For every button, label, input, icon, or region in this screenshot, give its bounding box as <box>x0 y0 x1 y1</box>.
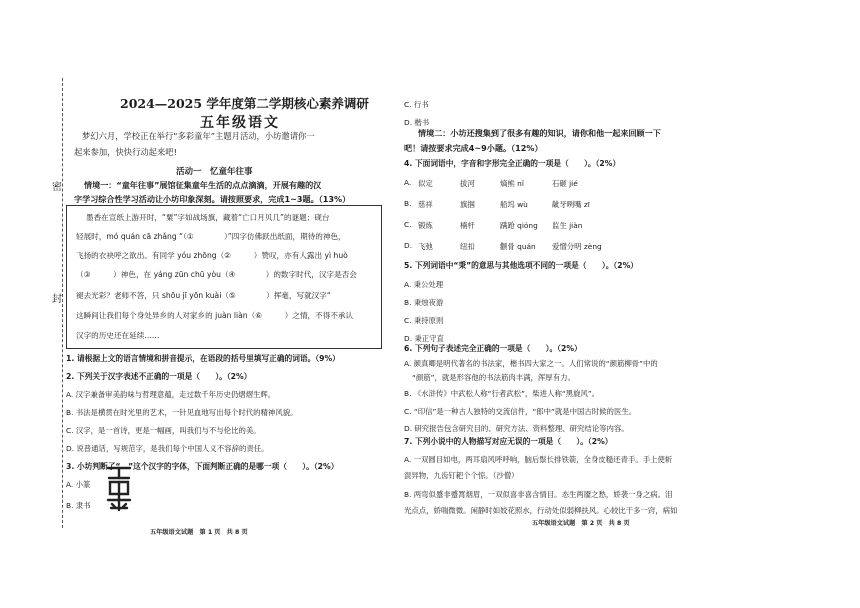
exam-title: 2024—2025 学年度第二学期核心素养调研 <box>120 96 369 111</box>
q4-option-b <box>404 199 590 209</box>
binding-line <box>62 78 63 528</box>
q6-option-a-line2: “颜筋”，就是形容他的书法筋肉丰满，浑厚有力。 <box>412 373 575 382</box>
intro-line-2: 起来参加，快快行动起来吧! <box>74 147 177 157</box>
q4a-word-2: 拔河 <box>460 179 475 188</box>
q4-option-d <box>404 241 602 251</box>
q4a-word-4: 石砸 jié <box>552 179 578 188</box>
q5-option-c: C. 秉持原则 <box>404 316 444 325</box>
q4a-word-1: 似定 <box>418 179 433 188</box>
question-1: 1. 请根据上文的语言情境和拼音提示，在语段的括号里填写正确的词语。（9%） <box>66 354 340 363</box>
scenario2-line-2: 吧！请按要求完成4~9小题。（12%） <box>404 143 543 153</box>
question-6: 6. 下列句子表述完全正确的一项是（ ）。（2%） <box>404 344 582 353</box>
passage-line-4: （③ ）神色，在 yáng zūn chū yòu（④ ）的数字时代，汉字是否会 <box>76 270 357 279</box>
q2-option-a: A. 汉字兼备审美韵味与哲理意蕴，走过数千年历史仍熠熠生辉。 <box>66 390 276 399</box>
question-5: 5. 下列词语中“秉”的意思与其他选项不同的一项是（ ）。（2%） <box>404 261 638 270</box>
scenario-line-2: 字学习综合性学习活动让小坊印象深刻。请按照要求，完成1~3题。（13%） <box>74 194 351 204</box>
q7-option-b-line1: B. 两弯似蹙非蹙罥烟眉，一双似喜非喜含情目。态生两靥之愁，娇袭一身之病。泪 <box>404 490 673 499</box>
q5-option-a: A. 秉公处理 <box>404 280 444 289</box>
passage-line-1: 墨香在宣纸上游开时，“粟”字如战场旗，藏着“亡口月贝几”的谜题；砚台 <box>86 213 330 222</box>
option-letter: A. <box>404 178 412 187</box>
intro-line-1: 梦幻六月，学校正在举行“多彩童年”主题月活动，小坊邀请你一 <box>82 131 315 141</box>
q4c-word-3: 蹒跄 qióng <box>500 221 538 230</box>
q4b-word-1: 慈祥 <box>418 200 433 209</box>
q4-option-c <box>404 220 583 230</box>
page-footer-right: 五年级语文试题 第 2 页 共 8 页 <box>532 520 630 527</box>
passage-line-2: 轻展时，mó quán cā zhǎng “（① ）”四字仿佛跃出纸面，期待的神色， <box>76 232 346 241</box>
q4-option-a <box>404 178 578 188</box>
q4a-word-3: 熵熊 nǐ <box>500 179 524 188</box>
exam-subject: 五年级语文 <box>200 115 280 131</box>
q4c-word-1: 锻炼 <box>418 221 433 230</box>
side-label-seal-1: 密 <box>52 182 62 193</box>
q2-option-c: C. 汉字，是一首诗，更是一幅画，叫我们与不与伦比的美。 <box>66 426 261 435</box>
q5-option-b: B. 秉烛夜游 <box>404 298 444 307</box>
ancient-character-image <box>104 464 134 512</box>
q4d-word-2: 纽扣 <box>460 242 475 251</box>
q6-option-a-line1: A. 颜真卿是明代著名的书法家，楷书四大家之一。人们常说的“颜筋柳骨”中的 <box>404 359 658 368</box>
q2-option-d: D. 说普通话，写规范字，是我们每个中国人义不容辞的责任。 <box>66 444 269 453</box>
passage-line-5: 褪去光彩？老师不答，只 shōu jī yōn kuài（⑤ ）挥毫，写就汉字“ <box>76 291 331 300</box>
passage-line-6: 这瞬间让我们每个身处异乡的人对家乡的 juàn liàn（⑥ ）之情，不得不承认 <box>76 311 354 320</box>
q5-option-d: D. 秉正守直 <box>404 334 444 343</box>
question-2: 2. 下列关于汉字表述不正确的一项是（ ）。（2%） <box>66 372 252 381</box>
side-label-seal-2: 封 <box>52 294 62 305</box>
q4d-word-3: 颧骨 quán <box>500 242 536 251</box>
q6-option-c: C. “印信”是一种古人独特的交流信件，“郎中”就是中国古时候的医生。 <box>404 407 637 416</box>
q4b-word-3: 船坞 wù <box>500 200 528 209</box>
question-4: 4. 下面词语中，字音和字形完全正确的一项是（ ）。（2%） <box>404 159 621 168</box>
right-page <box>400 0 860 608</box>
q3-option-d: D. 楷书 <box>404 118 430 127</box>
option-letter: D. <box>404 241 413 250</box>
scenario-line-1: 情境一：“童年往事”展馆征集童年生活的点点滴滴，开展有趣的汉 <box>84 180 322 190</box>
q4d-word-4: 爱憎分明 zèng <box>552 242 602 251</box>
q3-option-b: B. 隶书 <box>66 501 91 510</box>
q4d-word-1: 飞弛 <box>418 242 433 251</box>
passage-line-7: 汉字的历史还在延续…… <box>76 331 160 340</box>
page-footer-left: 五年级语文试题 第 1 页 共 8 页 <box>150 529 248 536</box>
q6-option-b: B. 《水浒传》中武松人称“行者武松”，柴进人称“黑旋风”。 <box>404 389 600 398</box>
q4c-word-4: 监生 jiàn <box>552 221 583 230</box>
q7-option-b-line2: 光点点，娇喘微微。闲静时如姣花照水，行动处似弱柳扶风。心较比干多一窍，病如 <box>404 506 678 515</box>
question-3: 3. 小坊判断了“ ”这个汉字的字体，下面判断正确的是哪一项（ ）。（2%） <box>66 462 339 471</box>
q6-option-d: D. 研究报告包含研究目的、研究方法、资料整理、研究结论等内容。 <box>404 424 629 433</box>
q7-option-a-line2: 混异物，九齿钉耙个个惊。（沙僧） <box>404 471 519 480</box>
activity-title: 活动一 忆童年往事 <box>176 167 253 177</box>
option-letter: C. <box>404 220 412 229</box>
q4b-word-2: 旗掴 <box>460 200 475 209</box>
scenario2-line-1: 情境二：小坊还搜集到了很多有趣的知识，请你和他一起来回顾一下 <box>418 128 661 138</box>
q3-option-a: A. 小篆 <box>66 480 91 489</box>
q4b-word-4: 龇牙咧嘴 zī <box>552 200 590 209</box>
q2-option-b: B. 书法是横贯在时光里的艺术，一针见血地写出每个时代的精神风貌。 <box>66 408 298 417</box>
left-page <box>0 0 412 608</box>
option-letter: B. <box>404 199 412 208</box>
q3-option-c: C. 行书 <box>404 100 429 109</box>
question-7: 7. 下列小说中的人物描写对应无误的一项是（ ）。（2%） <box>404 437 613 446</box>
q4c-word-2: 楠杆 <box>460 221 475 230</box>
q7-option-a-line1: A. 一双圆目如电，两耳扇风呼呼响，脑后鬃长排铁箭，全身皮糙还青手。手上使斩 <box>404 455 673 464</box>
passage-line-3: 飞扬的衣袂呼之欲出。有同学 yóu zhōng（② ）赞叹，亦有人露出 yì huò <box>76 251 348 260</box>
